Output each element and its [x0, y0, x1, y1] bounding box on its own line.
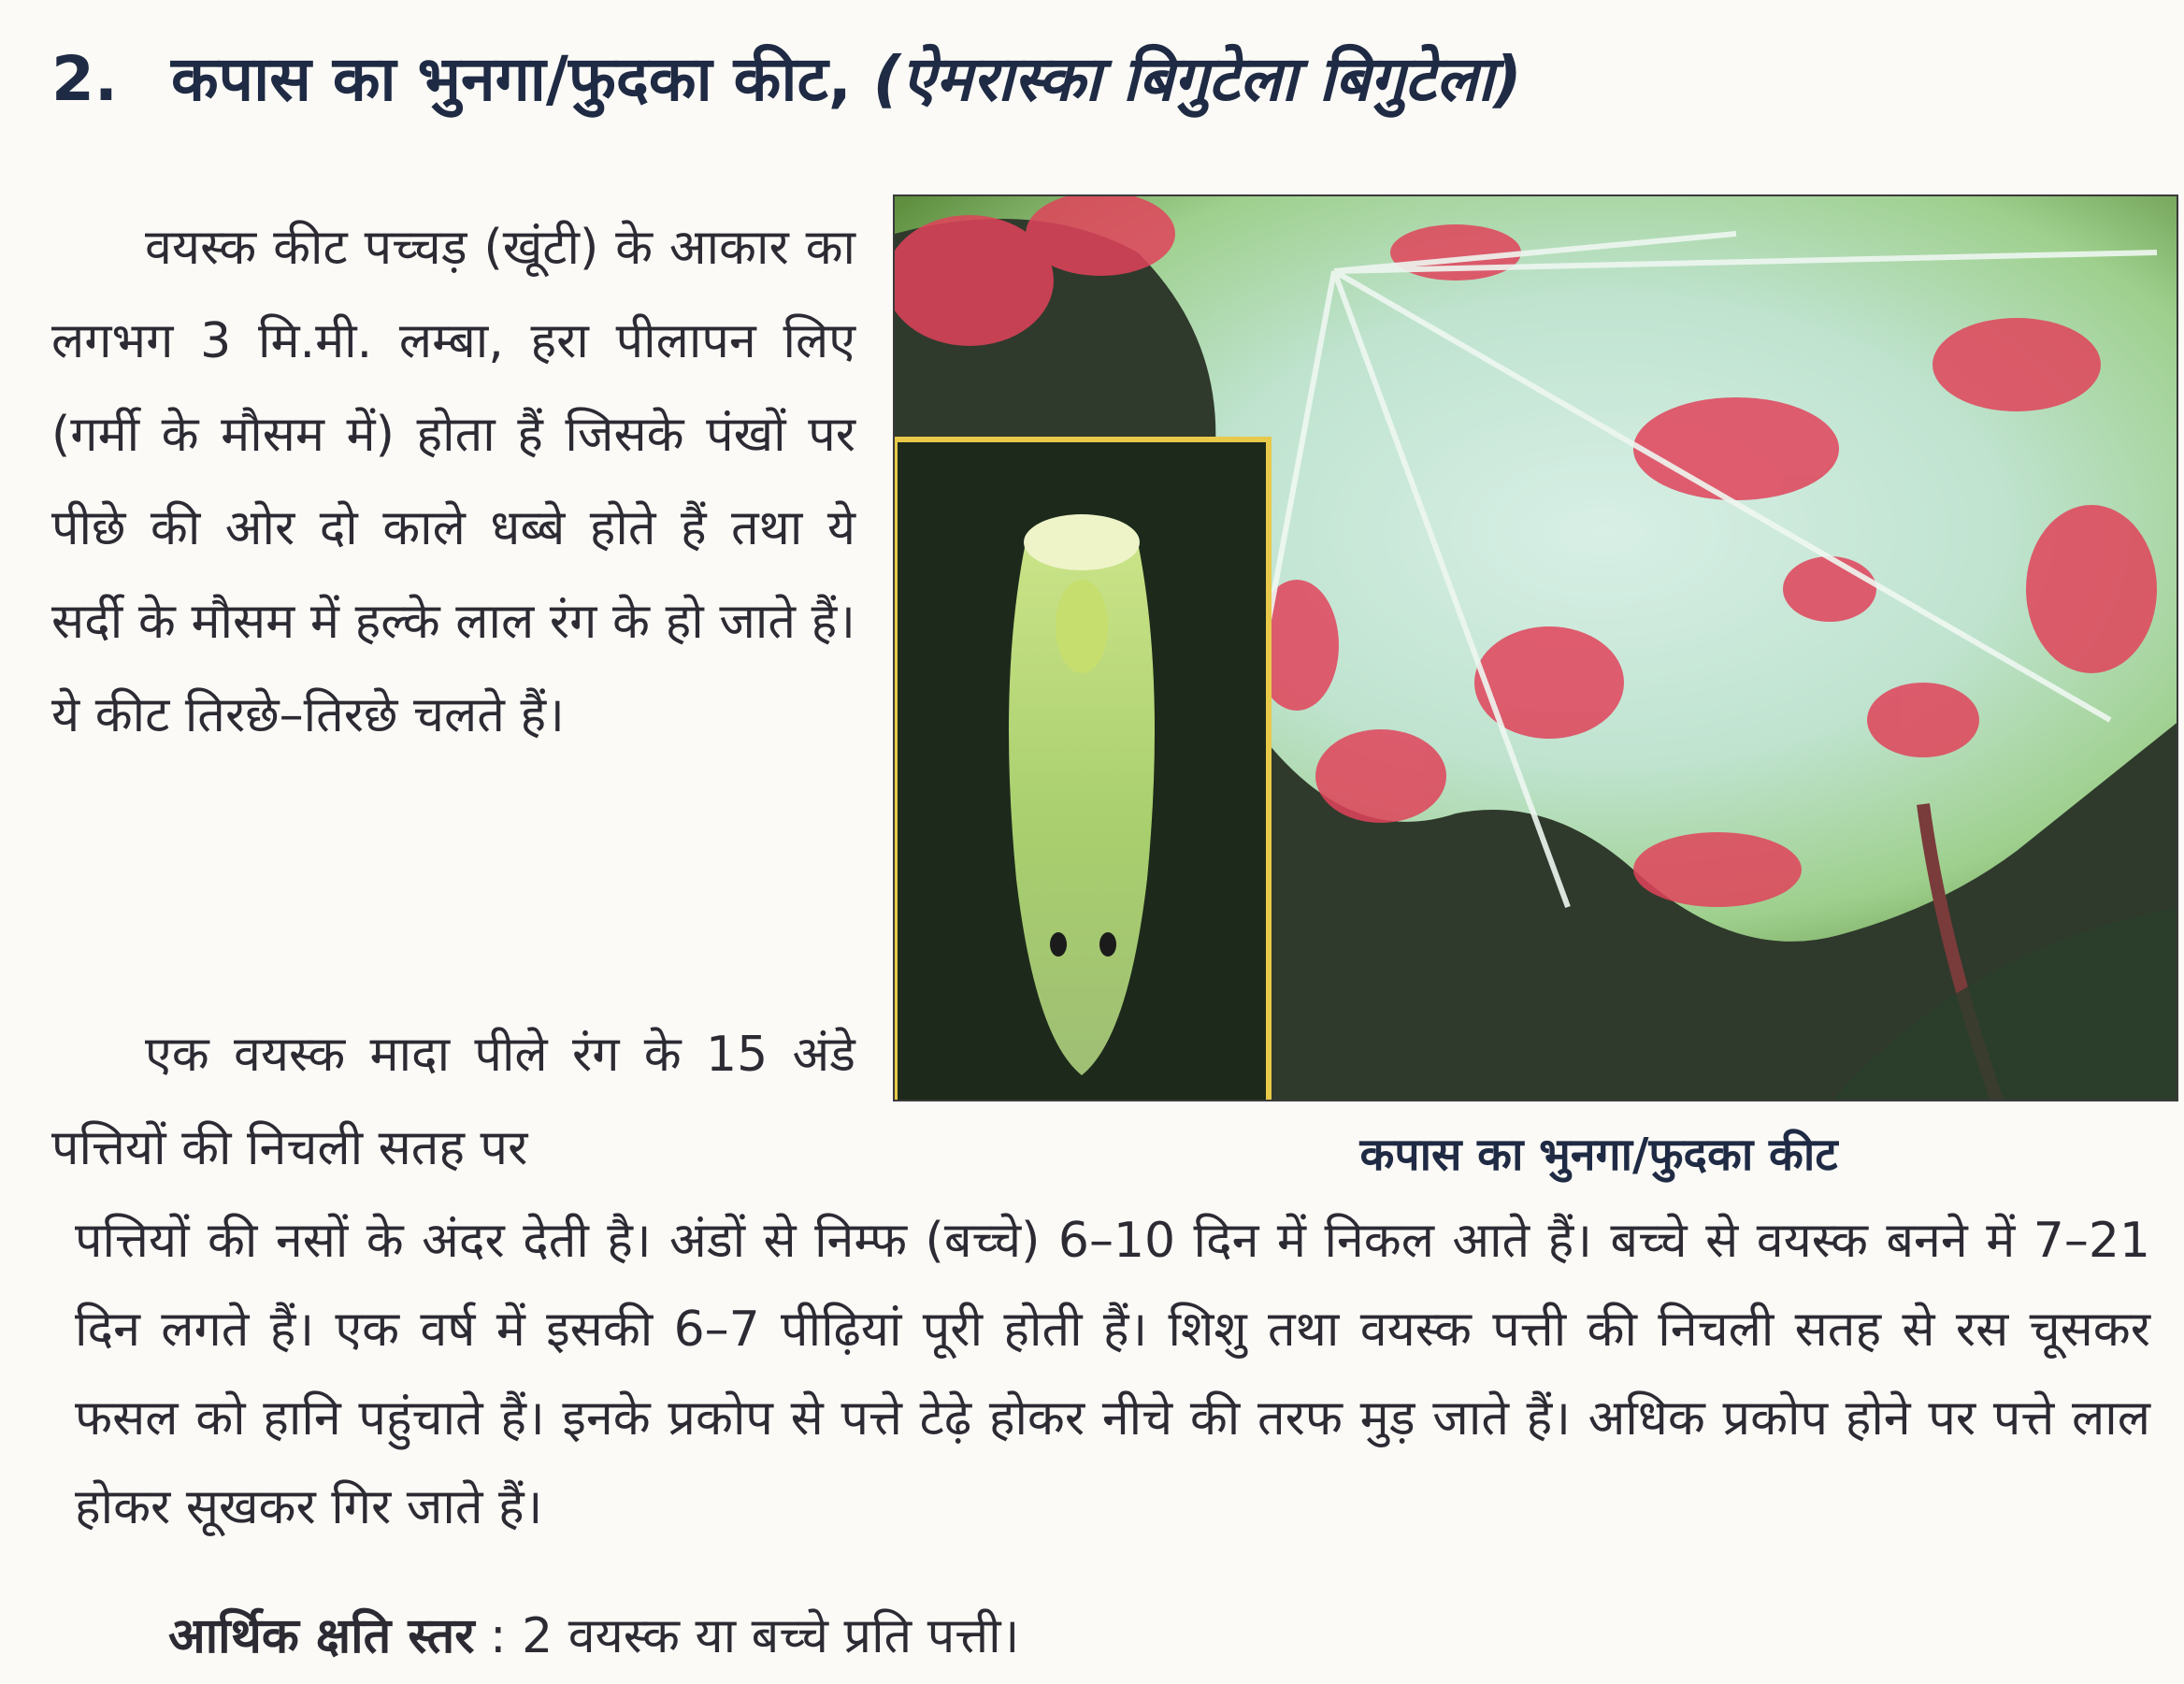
heading-number: 2. — [51, 43, 118, 115]
page-heading — [51, 37, 2155, 122]
heading-title: कपास का भुनगा/फुदका कीट, — [170, 43, 852, 115]
economic-threshold — [168, 1599, 2038, 1674]
heading-scientific-name: (ऐमरास्का बिगुटेला बिगुटेला) — [872, 43, 1522, 115]
economic-threshold-label: आर्थिक क्षति स्तर — [168, 1608, 475, 1664]
paragraph-life-cycle: पत्तियों की नसों के अंदर देती है। अंडों से निम्फ (बच्चे) 6–10 दिन में निकल आते हैं। बच्चे से वयस्क बनने में 7–21 दिन लगते हैं। एक वर्ष में इसकी 6–7 पीढ़ियां पूरी होती हैं। शिशु तथा वयस्क पत्ती की निचली सतह से रस चूसकर फसल को हानि पहुंचाते हैं। इनके प्रकोप से पत्ते टेढ़े होकर नीचे की तरफ मुड़ जाते हैं। अधिक प्रकोप होने पर पत्ते लाल होकर सूखकर गिर जाते हैं। — [75, 1213, 2150, 1535]
leaf-photo-illustration — [895, 196, 2178, 1101]
pest-photo — [893, 194, 2178, 1101]
economic-threshold-separator: : — [490, 1608, 507, 1664]
figure-caption: कपास का भुनगा/फुदका कीट — [1359, 1129, 1838, 1181]
paragraph-eggs-start: एक वयस्क मादा पीले रंग के 15 अंडे पत्तियों की निचली सतह पर — [51, 1027, 855, 1176]
paragraph-adult-description: वयस्क कीट पच्चड़ (खूंटी) के आकार का लगभग 3 मि.मी. लम्बा, हरा पीलापन लिए (गर्मी के मौसम में) होता हैं जिसके पंखों पर पीछे की ओर दो काले धब्बे होते हैं तथा ये सर्दी के मौसम में हल्के लाल रंग के हो जाते हैं। ये कीट तिरछे–तिरछे चलते हैं। — [51, 220, 855, 743]
economic-threshold-value: 2 वयस्क या बच्चे प्रति पत्ती। — [522, 1608, 1020, 1664]
